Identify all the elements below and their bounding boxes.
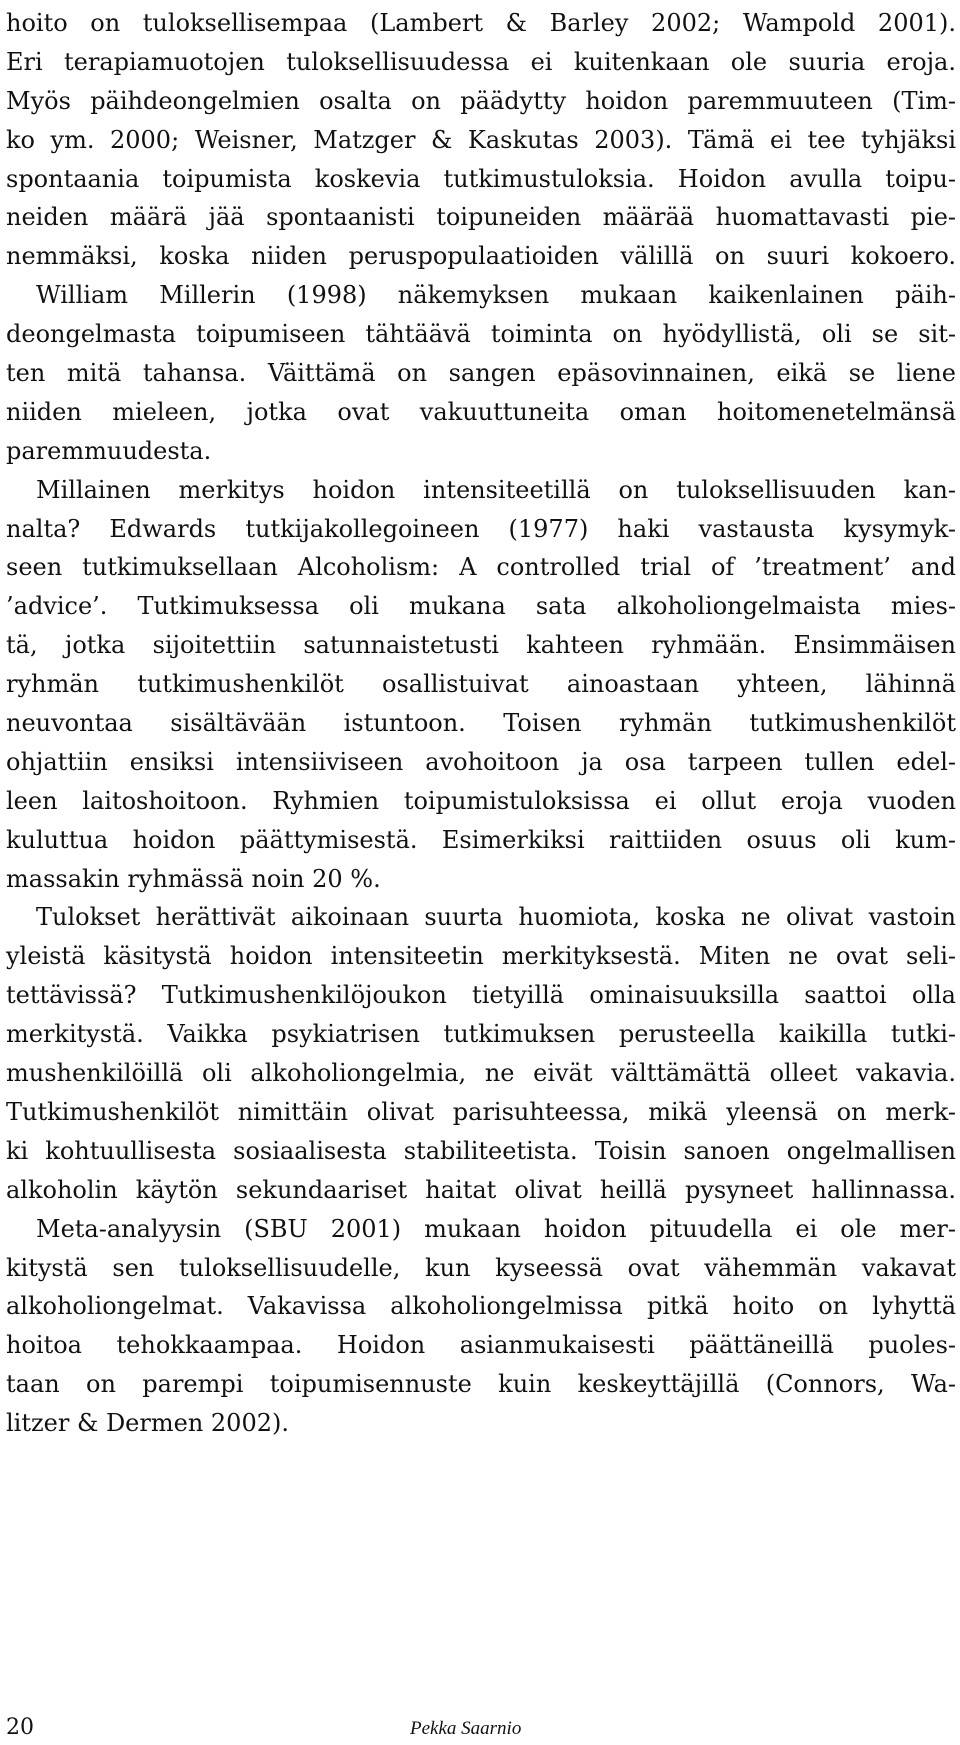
- text-line: niiden mieleen, jotka ovat vakuuttuneita oman hoitomenetelmänsä: [6, 397, 956, 426]
- page-footer: [6, 1714, 956, 1742]
- text-line: massakin ryhmässä noin 20 %.: [6, 864, 381, 893]
- text-line: ohjattiin ensiksi intensiiviseen avohoitoon ja osa tarpeen tullen edel-: [6, 747, 956, 776]
- text-line: Meta-analyysin (SBU 2001) mukaan hoidon pituudella ei ole mer-: [36, 1214, 956, 1243]
- text-line: neuvontaa sisältävään istuntoon. Toisen ryhmän tutkimushenkilöt: [6, 709, 956, 738]
- page-number: 20: [6, 1715, 34, 1740]
- running-footer-author: Pekka Saarnio: [410, 1718, 522, 1739]
- text-line: spontaania toipumista koskevia tutkimustuloksia. Hoidon avulla toipu-: [6, 164, 956, 193]
- text-line: Millainen merkitys hoidon intensiteetillä on tuloksellisuuden kan-: [36, 475, 956, 504]
- text-line: taan on parempi toipumisennuste kuin keskeyttäjillä (Connors, Wa-: [6, 1370, 956, 1399]
- text-line: ki kohtuullisesta sosiaalisesta stabiliteetista. Toisin sanoen ongelmallisen: [6, 1136, 956, 1165]
- text-line: nemmäksi, koska niiden peruspopulaatioiden välillä on suuri kokoero.: [6, 242, 956, 271]
- text-line: paremmuudesta.: [6, 436, 212, 465]
- text-line: ’advice’. Tutkimuksessa oli mukana sata alkoholiongelmaista mies-: [6, 592, 956, 621]
- text-line: alkoholiongelmat. Vakavissa alkoholiongelmissa pitkä hoito on lyhyttä: [6, 1292, 956, 1321]
- text-line: hoito on tuloksellisempaa (Lambert & Barley 2002; Wampold 2001).: [6, 9, 956, 37]
- text-line: Myös päihdeongelmien osalta on päädytty hoidon paremmuuteen (Tim-: [6, 86, 956, 115]
- text-line: nalta? Edwards tutkijakollegoineen (1977) haki vastausta kysymyk-: [6, 514, 956, 543]
- text-line: tettävissä? Tutkimushenkilöjoukon tietyillä ominaisuuksilla saattoi olla: [6, 981, 956, 1010]
- text-line: ryhmän tutkimushenkilöt osallistuivat ainoastaan yhteen, lähinnä: [6, 670, 956, 699]
- text-line: neiden määrä jää spontaanisti toipuneiden määrää huomattavasti pie-: [6, 203, 956, 232]
- text-line: kitystä sen tuloksellisuudelle, kun kyseessä ovat vähemmän vakavat: [6, 1253, 956, 1282]
- text-line: Tutkimushenkilöt nimittäin olivat parisuhteessa, mikä yleensä on merk-: [6, 1097, 956, 1126]
- text-line: hoitoa tehokkaampaa. Hoidon asianmukaisesti päättäneillä puoles-: [6, 1331, 956, 1360]
- text-line: mushenkilöillä oli alkoholiongelmia, ne eivät välttämättä olleet vakavia.: [6, 1059, 956, 1088]
- page-body: [6, 4, 956, 1443]
- text-line: ten mitä tahansa. Väittämä on sangen epäsovinnainen, eikä se liene: [6, 359, 956, 388]
- text-line: ko ym. 2000; Weisner, Matzger & Kaskutas 2003). Tämä ei tee tyhjäksi: [6, 125, 956, 154]
- text-line: deongelmasta toipumiseen tähtäävä toiminta on hyödyllistä, oli se sit-: [6, 320, 956, 349]
- text-line: Tulokset herättivät aikoinaan suurta huomiota, koska ne olivat vastoin: [36, 903, 956, 932]
- text-line: litzer & Dermen 2002).: [6, 1409, 289, 1438]
- text-line: William Millerin (1998) näkemyksen mukaan kaikenlainen päih-: [36, 281, 956, 310]
- text-line: alkoholin käytön sekundaariset haitat olivat heillä pysyneet hallinnassa.: [6, 1175, 956, 1204]
- text-line: yleistä käsitystä hoidon intensiteetin merkityksestä. Miten ne ovat seli-: [6, 942, 956, 971]
- text-line: seen tutkimuksellaan Alcoholism: A controlled trial of ’treatment’ and: [6, 553, 956, 582]
- text-line: tä, jotka sijoitettiin satunnaistetusti kahteen ryhmään. Ensimmäisen: [6, 631, 956, 660]
- text-line: merkitystä. Vaikka psykiatrisen tutkimuksen perusteella kaikilla tutki-: [6, 1020, 956, 1049]
- text-line: kuluttua hoidon päättymisestä. Esimerkiksi raittiiden osuus oli kum-: [6, 825, 956, 854]
- text-line: leen laitoshoitoon. Ryhmien toipumistuloksissa ei ollut eroja vuoden: [6, 786, 956, 815]
- text-line: Eri terapiamuotojen tuloksellisuudessa ei kuitenkaan ole suuria eroja.: [6, 47, 956, 76]
